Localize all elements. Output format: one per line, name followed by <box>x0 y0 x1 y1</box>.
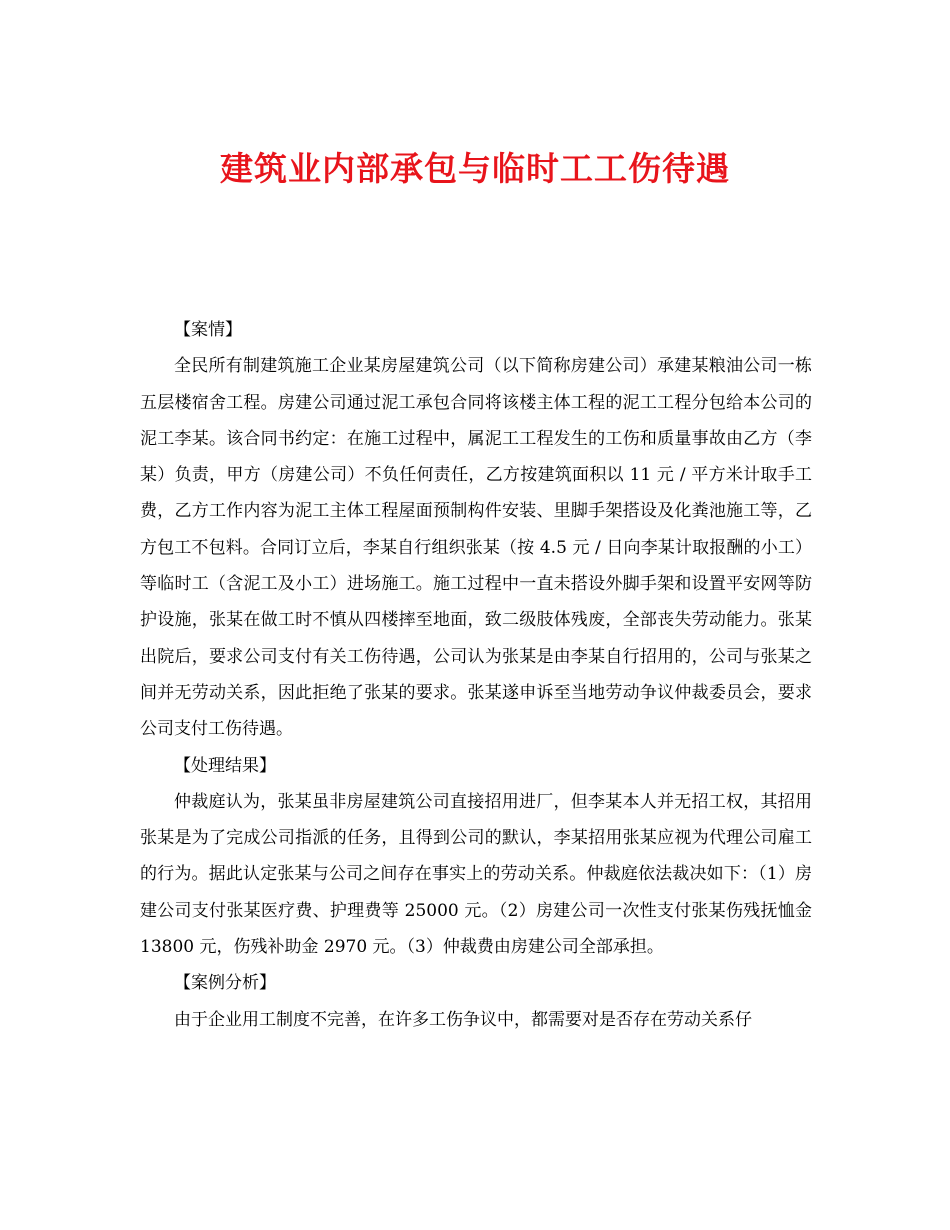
document-body <box>140 312 812 1038</box>
section-heading-analysis: 【案例分析】 <box>174 973 276 994</box>
section-heading-result: 【处理结果】 <box>174 755 276 776</box>
section-body-result: 仲裁庭认为，张某虽非房屋建筑公司直接招用进厂，但李某本人并无招工权，其招用张某是为了完成公司指派的任务，且得到公司的默认，李某招用张某应视为代理公司雇工的行为。据此认定张某与公司之间存在事实上的劳动关系。仲裁庭依法裁决如下：（1）房建公司支付张某医疗费、护理费等 25000 元。（2）房建公司一次性支付张某伤残抚恤金 13800 元，伤残补助金 2970 元。（3）仲裁费由房建公司全部承担。 <box>140 791 812 958</box>
section-heading-case: 【案情】 <box>174 320 242 340</box>
section-body-analysis: 由于企业用工制度不完善，在许多工伤争议中，都需要对是否存在劳动关系仔 <box>174 1009 752 1030</box>
section-body-case: 全民所有制建筑施工企业某房屋建筑公司（以下简称房建公司）承建某粮油公司一栋五层楼宿舍工程。房建公司通过泥工承包合同将该楼主体工程的泥工工程分包给本公司的泥工李某。该合同书约定：在施工过程中，属泥工工程发生的工伤和质量事故由乙方（李某）负责，甲方（房建公司）不负任何责任，乙方按建筑面积以 11 元 / 平方米计取手工费，乙方工作内容为泥工主体工程屋面预制构件安装、里脚手架搭设及化粪池施工等，乙方包工不包料。合同订立后，李某自行组织张某（按 4.5 元 / 日向李某计取报酬的小工）等临时工（含泥工及小工）进场施工。施工过程中一直未搭设外脚手架和设置平安网等防护设施，张某在做工时不慎从四楼摔至地面，致二级肢体残废，全部丧失劳动能力。张某出院后，要求公司支付有关工伤待遇，公司认为张某是由李某自行招用的，公司与张某之间并无劳动关系，因此拒绝了张某的要求。张某遂申诉至当地劳动争议仲裁委员会，要求公司支付工伤待遇。 <box>140 356 812 740</box>
document-title: 建筑业内部承包与临时工工伤待遇 <box>220 149 730 189</box>
